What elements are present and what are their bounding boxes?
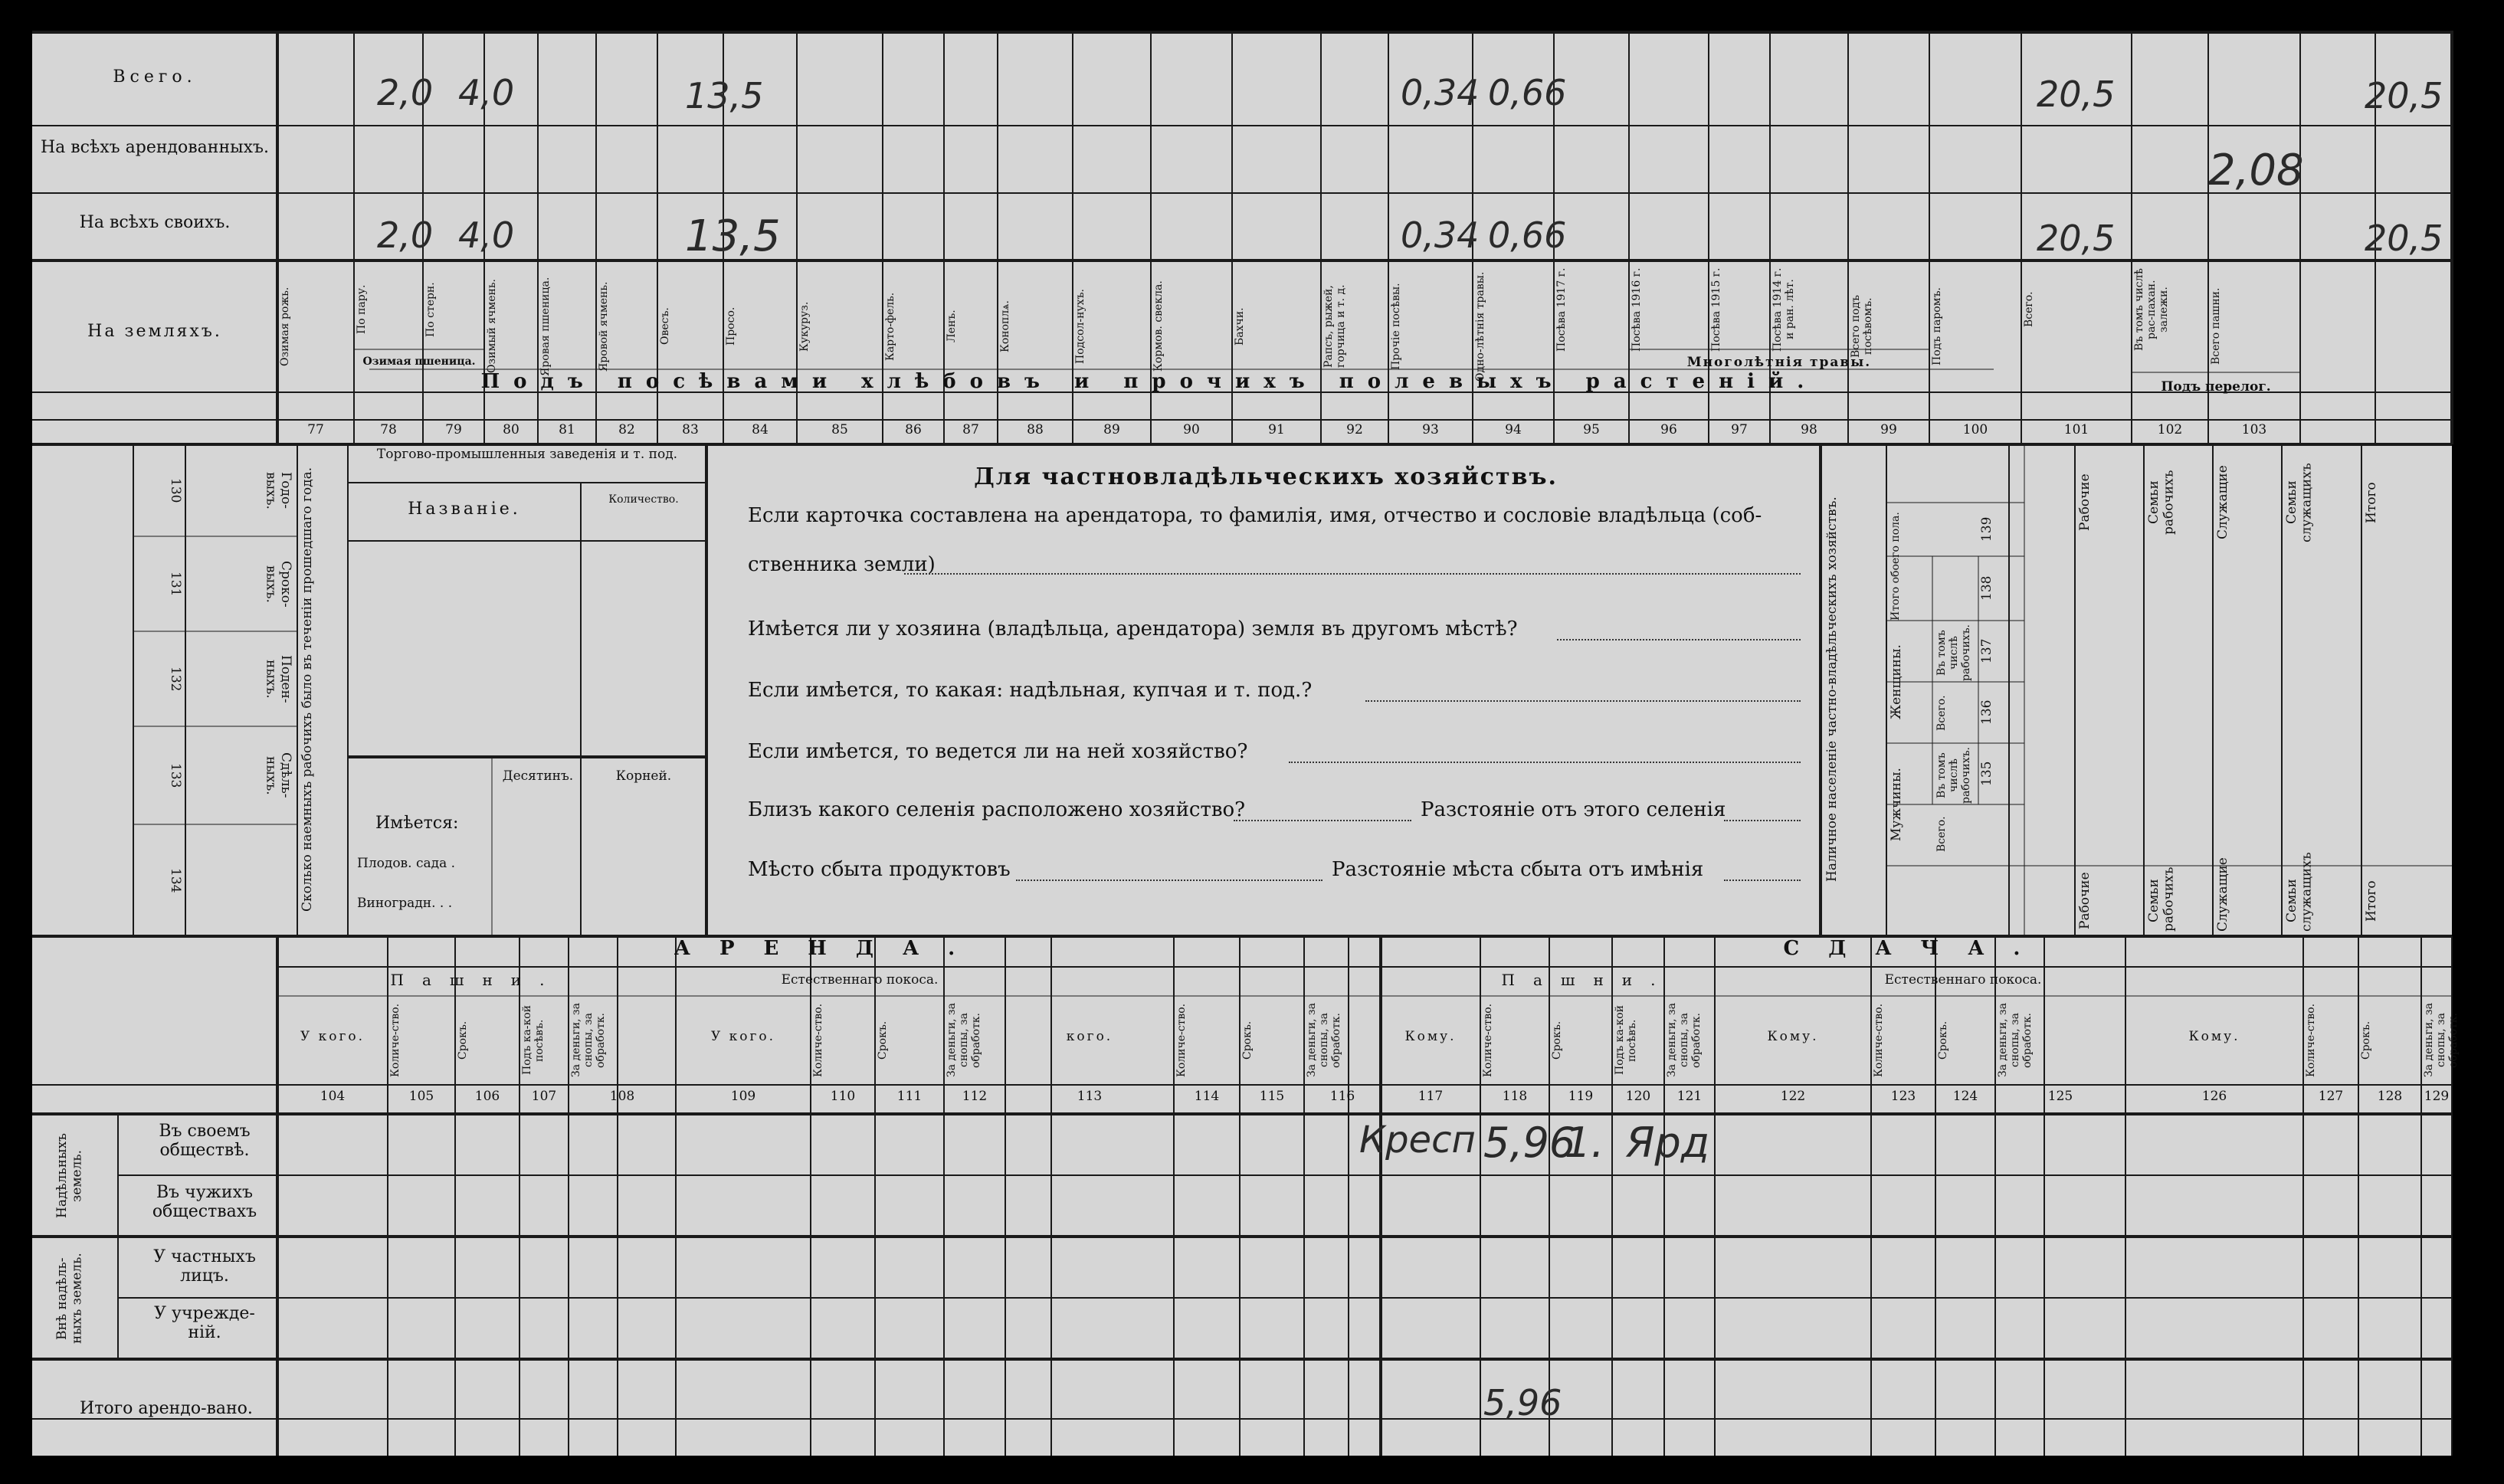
lease-num-116: 116 xyxy=(1329,1089,1355,1104)
crop-col-93: Прочіе посѣвы. xyxy=(1390,283,1402,370)
crop-num-100: 100 xyxy=(1962,422,1988,437)
crop-col-77: Озимая рожь. xyxy=(279,287,291,366)
lease-head-120: Подъ ка-кой посѣвъ. xyxy=(1614,1005,1639,1076)
q6a: Мѣсто сбыта продуктовъ xyxy=(748,858,1011,881)
q6b-fill[interactable] xyxy=(1724,880,1801,881)
trade-qty-col: Количество. xyxy=(608,493,679,506)
lease-head-113: кого. xyxy=(1066,1029,1113,1044)
hw-v-103: 20,5 xyxy=(2365,75,2443,116)
lease-num-106: 106 xyxy=(474,1089,500,1104)
pop-num-137: 137 xyxy=(1979,638,1994,664)
q2-fill[interactable] xyxy=(1557,639,1801,640)
lease-head-125: За деньги, за снопы, за обработк. xyxy=(1997,1003,2034,1078)
hw-itogo: 5,96 xyxy=(1483,1382,1562,1423)
crop-num-88: 88 xyxy=(1027,422,1044,437)
hw-s-103: 20,5 xyxy=(2365,218,2443,259)
lease-num-118: 118 xyxy=(1502,1089,1528,1104)
q6b: Разстояніе мѣста сбыта отъ имѣнія xyxy=(1332,858,1704,881)
pop-col-bot-1: Семьи рабочихъ xyxy=(2146,866,2177,932)
q6a-fill[interactable] xyxy=(1016,880,1322,881)
hw-s-92: 0,66 xyxy=(1488,215,1567,256)
crop-num-86: 86 xyxy=(905,422,922,437)
hw-qty: 5,96 xyxy=(1483,1119,1576,1167)
row-label-arend: На всѣхъ арендованныхъ. xyxy=(40,138,270,157)
lease-num-128: 128 xyxy=(2377,1089,2403,1104)
crop-col-89: Подсол-нухъ. xyxy=(1074,289,1086,364)
band-title: Подъ посѣвами хлѣбовъ и прочихъ полевыхъ растеній. xyxy=(480,370,1818,393)
q5a: Близъ какого селенія расположено хозяйство? xyxy=(748,798,1246,821)
crop-col-81: Яровая пшеница. xyxy=(539,277,552,376)
hw-s-78: 2,0 xyxy=(377,215,434,256)
hw-s-79: 4,0 xyxy=(458,215,515,256)
hw-s-99: 20,5 xyxy=(2037,218,2116,259)
crop-col-102: Въ томъ числѣ рас-пахан. залежи. xyxy=(2133,268,2171,351)
lease-row-svoem: Въ своемъ обществѣ. xyxy=(159,1122,251,1161)
pop-men: Мужчины. xyxy=(1889,768,1904,841)
lease-num-124: 124 xyxy=(1952,1089,1978,1104)
lease-row-uchrezh: У учрежде-ній. xyxy=(154,1304,255,1343)
pop-num-138: 138 xyxy=(1979,575,1994,601)
crop-col-86: Карто-фель. xyxy=(884,292,896,361)
lease-num-119: 119 xyxy=(1568,1089,1594,1104)
lease-num-105: 105 xyxy=(408,1089,434,1104)
q3-fill[interactable] xyxy=(1365,700,1801,702)
crop-col-99: Всего подъ посѣвомъ. xyxy=(1850,295,1875,358)
hw-posev: Ярд xyxy=(1626,1119,1710,1167)
crop-col-101: Всего. xyxy=(2023,291,2035,328)
crop-col-79: По стерн. xyxy=(424,282,437,337)
census-card xyxy=(32,31,2460,1456)
pop-col-bot-3: Семьи служащихъ xyxy=(2284,852,2315,932)
hw-v-92: 0,66 xyxy=(1488,72,1567,113)
lease-num-109: 109 xyxy=(730,1089,756,1104)
lease-head-126: Кому. xyxy=(2188,1029,2240,1044)
pop-men-vtom: Въ томъ числѣ рабочихъ. xyxy=(1935,747,1973,804)
lease-num-121: 121 xyxy=(1676,1089,1703,1104)
trade-korney: Корней. xyxy=(615,768,672,784)
pop-num-136: 136 xyxy=(1979,699,1994,726)
group-perennial: Многолѣтнія травы. xyxy=(1686,355,1872,370)
private-title: Для частновладѣльческихъ хозяйствъ. xyxy=(974,464,1558,490)
lease-row-chastnyh: У частныхъ лицъ. xyxy=(153,1247,256,1286)
q2: Имѣется ли у хозяина (владѣльца, арендатора) земля въ другомъ мѣстѣ? xyxy=(748,618,1518,640)
group-fallow: Подъ перелог. xyxy=(2161,379,2271,395)
lease-num-120: 120 xyxy=(1625,1089,1651,1104)
crop-col-95: Посѣва 1917 г. xyxy=(1555,267,1568,352)
crop-num-91: 91 xyxy=(1268,422,1285,437)
lease-num-112: 112 xyxy=(962,1089,988,1104)
crop-col-100: Подъ паромъ. xyxy=(1931,287,1943,365)
q1-line2: ственника земли) xyxy=(748,553,936,576)
population-title: Наличное населеніе частно-владѣльческихъ хозяйствъ. xyxy=(1824,496,1840,883)
lease-num-113: 113 xyxy=(1077,1089,1103,1104)
worker-num-133: 133 xyxy=(168,762,183,788)
lease-head-117: Кому. xyxy=(1404,1029,1457,1044)
crop-num-79: 79 xyxy=(445,422,462,437)
crop-num-99: 99 xyxy=(1880,422,1897,437)
pop-women-vtom: Въ томъ числѣ рабочихъ. xyxy=(1935,624,1973,682)
pop-col-top-2: Служащие xyxy=(2215,465,2230,540)
pop-women-vsego: Всего. xyxy=(1935,695,1948,732)
hw-v-79: 4,0 xyxy=(458,72,515,113)
lease-head-119: Срокъ. xyxy=(1551,1020,1563,1060)
crop-num-81: 81 xyxy=(559,422,575,437)
crop-num-96: 96 xyxy=(1660,422,1677,437)
trade-sad: Плодов. сада . xyxy=(357,856,456,871)
q1-line1: Если карточка составлена на арендатора, то фамилія, имя, отчество и сословіе владѣльца (соб- xyxy=(748,504,1762,527)
trade-title: Торгово-промышленныя заведенія и т. под. xyxy=(376,447,678,462)
lease-head-128: Срокъ. xyxy=(2360,1020,2372,1060)
lease-num-123: 123 xyxy=(1890,1089,1916,1104)
lease-num-111: 111 xyxy=(896,1089,923,1104)
trade-name-col: Названіе. xyxy=(408,500,521,519)
lease-head-122: Кому. xyxy=(1767,1029,1819,1044)
worker-label-3: Сдѣль-ныхъ. xyxy=(263,752,293,798)
crop-col-90: Кормов. свекла. xyxy=(1152,280,1165,372)
crop-num-87: 87 xyxy=(962,422,979,437)
crop-num-101: 101 xyxy=(2063,422,2089,437)
lease-head-127: Количе-ство. xyxy=(2305,1003,2317,1078)
crop-num-85: 85 xyxy=(831,422,848,437)
crop-num-92: 92 xyxy=(1346,422,1363,437)
pop-num-139: 139 xyxy=(1979,516,1994,542)
lease-arenda-pashni: Пашни. xyxy=(390,971,563,989)
crop-col-103: Всего пашни. xyxy=(2210,287,2222,365)
crop-num-82: 82 xyxy=(618,422,635,437)
pop-col-top-4: Итого xyxy=(2364,482,2379,523)
lease-head-112: За деньги, за снопы, за обработк. xyxy=(946,1003,983,1078)
trade-vinograd: Виноградн. . . xyxy=(357,896,453,911)
crop-col-98: Посѣва 1914 г. и ран. лѣт. xyxy=(1771,267,1797,352)
lease-arenda-pokos: Естественнаго покоса. xyxy=(781,972,939,988)
lease-row-itogo: Итого арендо-вано. xyxy=(80,1399,253,1418)
crop-num-94: 94 xyxy=(1505,422,1522,437)
lease-head-108: За деньги, за снопы, за обработк. xyxy=(570,1003,608,1078)
lease-num-122: 122 xyxy=(1780,1089,1806,1104)
hw-s-91: 0,34 xyxy=(1401,215,1480,256)
lease-arenda-title: АРЕНДА. xyxy=(674,937,985,960)
crop-num-95: 95 xyxy=(1583,422,1600,437)
worker-label-1: Сроко-выхъ. xyxy=(263,560,293,608)
lease-head-106: Срокъ. xyxy=(457,1020,469,1060)
lease-row-chuzhih: Въ чужихъ обществахъ xyxy=(152,1183,257,1222)
lease-head-110: Количе-ство. xyxy=(812,1003,824,1078)
pop-col-top-0: Рабочие xyxy=(2077,473,2093,532)
q3: Если имѣется, то какая: надѣльная, купчая и т. под.? xyxy=(748,679,1313,702)
q1-fill[interactable] xyxy=(904,573,1801,575)
crop-num-84: 84 xyxy=(752,422,769,437)
pop-women: Женщины. xyxy=(1889,644,1904,719)
hw-s-82: 13,5 xyxy=(685,211,781,261)
lease-sdacha-title: СДАЧА. xyxy=(1783,937,2050,960)
pop-men-vsego: Всего. xyxy=(1935,816,1948,853)
hw-srok: 1. xyxy=(1565,1119,1604,1167)
lease-head-118: Количе-ство. xyxy=(1482,1003,1494,1078)
lease-num-108: 108 xyxy=(609,1089,635,1104)
worker-num-132: 132 xyxy=(168,666,183,692)
lease-sdacha-pokos: Естественнаго покоса. xyxy=(1884,972,2042,988)
lease-sdacha-pashni: Пашни. xyxy=(1501,971,1674,989)
crop-num-89: 89 xyxy=(1103,422,1120,437)
crop-num-78: 78 xyxy=(380,422,397,437)
lease-group-vne: Внѣ надѣль-ныхъ земель. xyxy=(54,1253,85,1345)
crop-num-93: 93 xyxy=(1422,422,1439,437)
q5a-fill[interactable] xyxy=(1234,820,1411,821)
crop-col-88: Коноплѧ. xyxy=(999,300,1011,352)
hw-v-99: 20,5 xyxy=(2037,74,2116,115)
pop-col-bot-4: Итого xyxy=(2364,880,2379,922)
lease-head-111: Срокъ. xyxy=(877,1020,889,1060)
lease-num-104: 104 xyxy=(320,1089,346,1104)
lease-head-124: Срокъ. xyxy=(1937,1020,1949,1060)
row-label-vsego: Всего. xyxy=(113,67,197,87)
hw-komu: Кресп xyxy=(1359,1119,1476,1161)
row-label-svoih: На всѣхъ своихъ. xyxy=(79,213,231,232)
row-label-na-zemlyah: На земляхъ. xyxy=(87,322,222,341)
crop-num-80: 80 xyxy=(503,422,519,437)
lease-num-115: 115 xyxy=(1259,1089,1285,1104)
worker-label-2: Поден-ныхъ. xyxy=(263,654,293,703)
lease-head-115: Срокъ. xyxy=(1241,1020,1254,1060)
trade-desyatin: Десятинъ. xyxy=(502,768,574,784)
pop-col-bot-0: Рабочие xyxy=(2077,872,2093,930)
crop-num-83: 83 xyxy=(682,422,699,437)
crop-col-87: Ленъ. xyxy=(946,310,958,343)
lease-num-117: 117 xyxy=(1418,1089,1444,1104)
q4: Если имѣется, то ведется ли на ней хозяйство? xyxy=(748,740,1248,763)
crop-col-96: Посѣва 1916 г. xyxy=(1631,267,1643,352)
pop-col-top-3: Семьи служащихъ xyxy=(2284,463,2315,542)
crop-num-98: 98 xyxy=(1801,422,1817,437)
crop-col-78: По пару. xyxy=(356,284,368,335)
group-wheat: Озимая пшеница. xyxy=(362,355,476,368)
q5b-fill[interactable] xyxy=(1724,820,1801,821)
crop-num-97: 97 xyxy=(1731,422,1748,437)
lease-head-121: За деньги, за снопы, за обработк. xyxy=(1666,1003,1703,1078)
hw-v-78: 2,0 xyxy=(377,72,434,113)
crop-col-84: Просо. xyxy=(725,306,737,346)
pop-num-135: 135 xyxy=(1979,761,1994,787)
worker-num-131: 131 xyxy=(168,571,183,597)
worker-label-0: Годо-выхъ. xyxy=(263,471,293,509)
lease-head-107: Подъ ка-кой посѣвъ. xyxy=(521,1005,546,1076)
lease-head-104: У кого. xyxy=(300,1029,365,1044)
crop-col-85: Кукуруз. xyxy=(798,301,811,352)
q4-fill[interactable] xyxy=(1289,762,1801,763)
lease-head-109: У кого. xyxy=(710,1029,776,1044)
lease-head-116: За деньги, за снопы, за обработк. xyxy=(1306,1003,1343,1078)
lease-head-105: Количе-ство. xyxy=(389,1003,401,1078)
hw-v-82: 13,5 xyxy=(685,75,764,116)
hw-a-101: 2,08 xyxy=(2208,146,2304,195)
pop-itogo-both: Итого обоего пола. xyxy=(1889,512,1902,621)
crop-col-97: Посѣва 1915 г. xyxy=(1710,267,1722,352)
pop-col-top-1: Семьи рабочихъ xyxy=(2146,470,2177,536)
crop-col-80: Озимый ячмень. xyxy=(486,279,498,374)
worker-num-130: 130 xyxy=(168,477,183,503)
crop-num-103: 103 xyxy=(2241,422,2267,437)
lease-head-123: Количе-ство. xyxy=(1873,1003,1885,1078)
crop-col-92: Рапсъ, рыжей, горчица и т. д. xyxy=(1322,284,1348,369)
lease-group-nadel: Надѣльныхъ земель. xyxy=(54,1133,85,1219)
hw-v-91: 0,34 xyxy=(1401,72,1480,113)
crop-num-90: 90 xyxy=(1183,422,1200,437)
lease-num-110: 110 xyxy=(830,1089,856,1104)
lease-head-114: Количе-ство. xyxy=(1175,1003,1188,1078)
pop-col-bot-2: Служащие xyxy=(2215,857,2230,932)
crop-num-102: 102 xyxy=(2157,422,2183,437)
crop-col-83: Овесъ. xyxy=(659,307,671,346)
lease-head-129: За деньги, за снопы, за обработк. xyxy=(2423,1003,2460,1078)
worker-num-134: 134 xyxy=(168,867,183,893)
lease-num-107: 107 xyxy=(531,1089,557,1104)
workers-side-label: Сколько наемныхъ рабочихъ было въ теченіи прошедшаго года. xyxy=(300,467,315,912)
crop-col-94: Одно-лѣтнія травы. xyxy=(1474,271,1486,382)
crop-num-77: 77 xyxy=(307,422,324,437)
lease-num-126: 126 xyxy=(2201,1089,2227,1104)
trade-has-label: Имѣется: xyxy=(375,814,459,833)
crop-col-82: Яровой ячмень. xyxy=(598,281,610,372)
crop-col-91: Бахчи. xyxy=(1234,307,1246,346)
q5b: Разстояніе отъ этого селенія xyxy=(1421,798,1726,821)
lease-num-125: 125 xyxy=(2047,1089,2073,1104)
lease-num-114: 114 xyxy=(1194,1089,1220,1104)
lease-num-127: 127 xyxy=(2318,1089,2344,1104)
lease-num-129: 129 xyxy=(2424,1089,2450,1104)
